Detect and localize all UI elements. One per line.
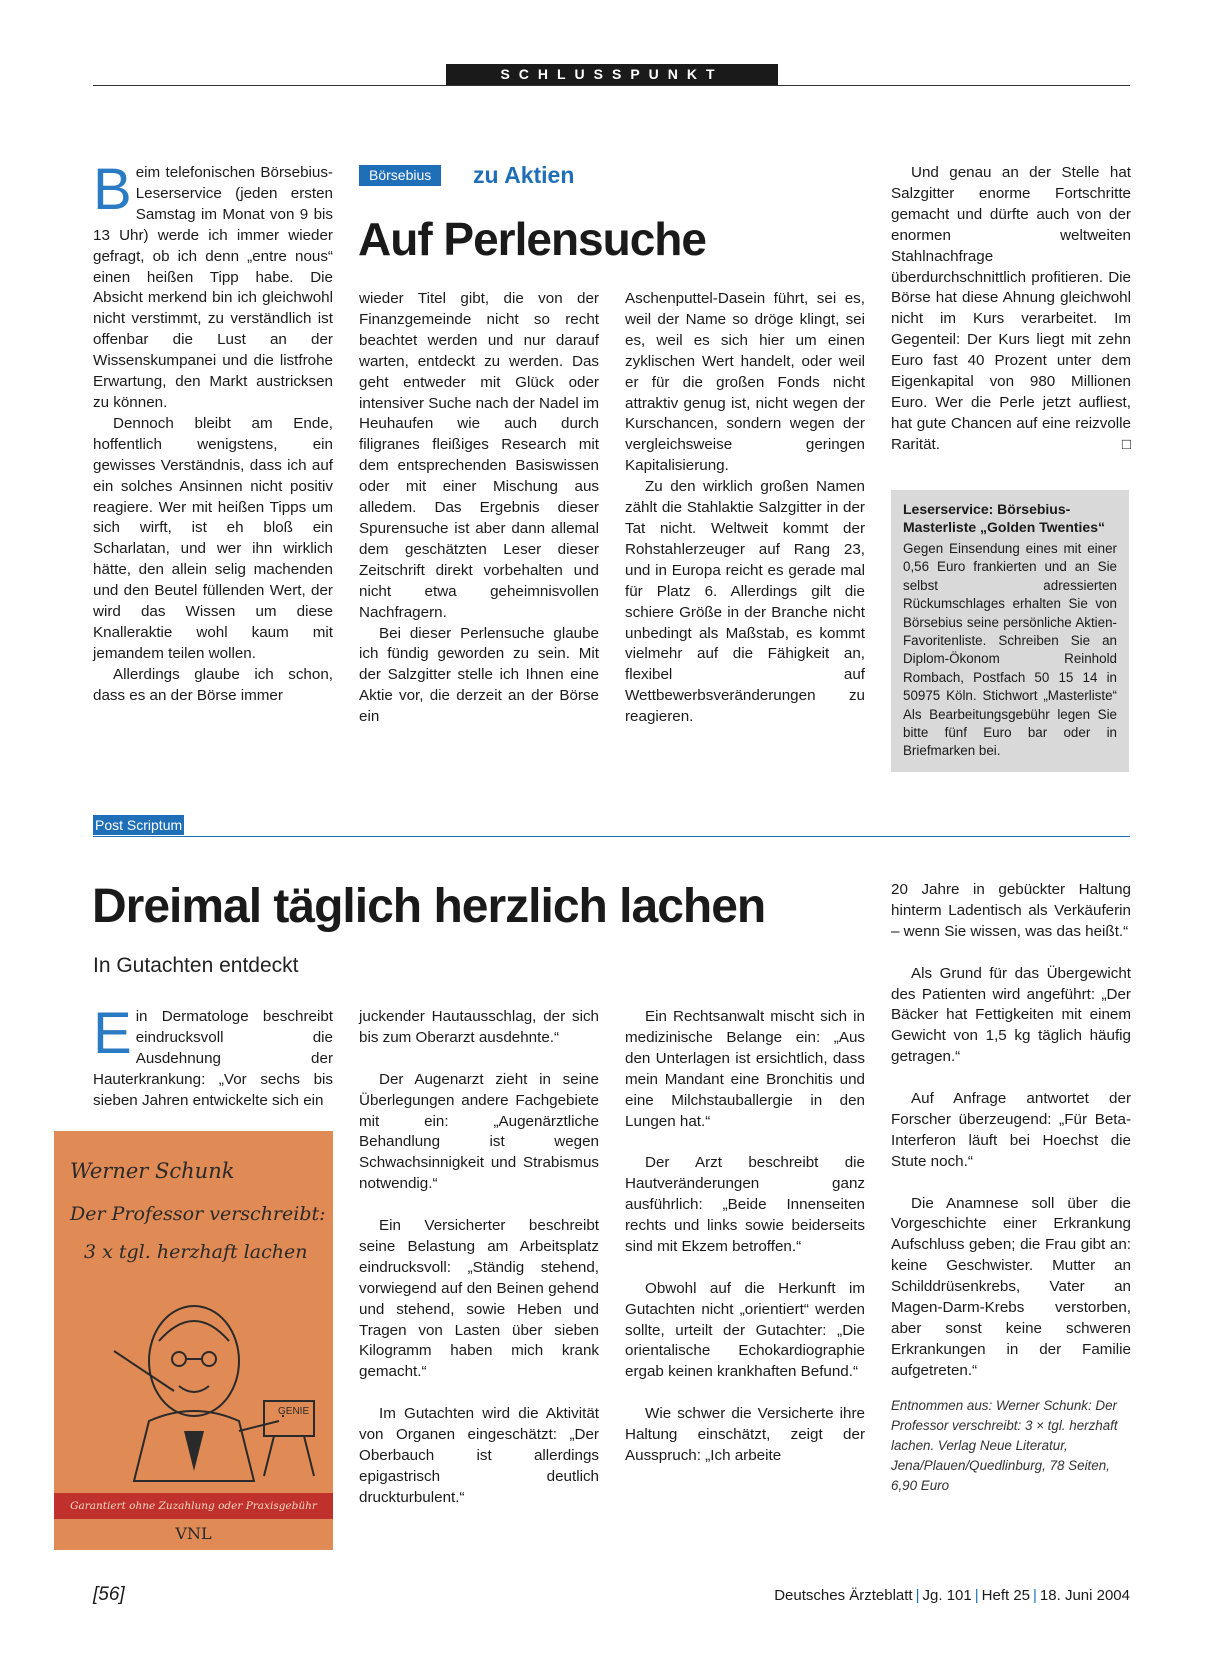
book-author: Werner Schunk <box>70 1159 235 1183</box>
book-cover-image <box>54 1131 333 1550</box>
paragraph: Im Gutachten wird die Aktivität von Organen eingeschätzt: „Der Oberbauch ist allerdings epigastrisch deutlich druckturbulent.“ <box>359 1405 599 1506</box>
issue: Heft 25 <box>981 1587 1031 1604</box>
issue-date: 18. Juni 2004 <box>1039 1587 1130 1604</box>
box-title: Leserservice: Börsebius-Masterliste „Golden Twenties“ <box>903 501 1106 535</box>
paragraph: wieder Titel gibt, die von der Finanzgemeinde nicht so recht beachtet werden und nur darauf warten, entdeckt zu werden. Das geht entweder mit Glück oder intensiver Suche nach der Nadel im Heuhaufen wie auch durch filigranes fleißiges Research mit dem entsprechenden Basiswissen oder mit einer Mischung aus alledem. Das Ergebnis dieser Spurensuche ist aber dann allemal dem geschätzten Leser dieser Zeitschrift direkt vorbehalten und nicht etwa geheimnisvollen Nachfragern. <box>359 290 599 621</box>
paragraph: Wie schwer die Versicherte ihre Haltung einschätzt, zeigt der Ausspruch: „Ich arbeite <box>625 1405 865 1464</box>
professor-caricature-icon <box>54 1281 333 1501</box>
boersebius-label: Börsebius <box>359 165 441 186</box>
article-kicker: zu Aktien <box>473 162 575 188</box>
paragraph: Obwohl auf die Herkunft im Gutachten nicht „orientiert“ werden sollte, urteilt der Gutachter: „Die orientalische Echokardiographie ergab keinen krankhaften Befund.“ <box>625 1279 865 1381</box>
paragraph: Ein Versicherter beschreibt seine Belastung am Arbeitsplatz eindrucksvoll: „Ständig stehend, vorwiegend auf den Beinen gehend und stehend, sowie Heben und Tragen von Lasten über sieben Kilogramm haben mich krank gemacht.“ <box>359 1217 599 1381</box>
book-title-line-2: 3 x tgl. herzhaft lachen <box>84 1241 308 1263</box>
paragraph <box>891 163 1131 456</box>
article-subtitle: In Gutachten entdeckt <box>93 954 299 977</box>
separator: | <box>974 1587 979 1604</box>
paragraph: Dennoch bleibt am Ende, hoffentlich wenigstens, ein gewisses Verständnis, dass ich auf ein solches Ansinnen nicht positiv reagiere. Wer mit heißen Tipps um sich wirft, ist eh bloß ein Scharlatan, und wer ihn wirklich hätte, den allein selig machenden und den Beutel füllenden Wert, der wird das Wissen um diese Knalleraktie wohl kaum mit jemandem teilen wollen. <box>93 414 333 662</box>
paragraph: Der Arzt beschreibt die Hautveränderungen ganz ausführlich: „Beide Innenseiten rechts und links sowie beiderseits sind mit Ekzem betroffen.“ <box>625 1154 865 1255</box>
paragraph: in Dermatologe beschreibt eindrucksvoll die Ausdehnung der Hauterkrankung: „Vor sechs bis sieben Jahren entwickelte sich ein <box>93 1008 333 1109</box>
journal-name: Deutsches Ärzteblatt <box>774 1587 913 1604</box>
article2-column-4 <box>891 880 1131 1496</box>
book-sign: GENIE <box>278 1406 310 1417</box>
drop-cap: B <box>93 157 132 222</box>
header-rule <box>93 85 1130 86</box>
paragraph: 20 Jahre in gebückter Haltung hinterm Ladentisch als Verkäuferin – wenn Sie wissen, was das heißt.“ <box>891 881 1131 940</box>
article1-column-1 <box>93 157 333 707</box>
post-scriptum-label: Post Scriptum <box>95 817 183 833</box>
paragraph: Der Augenarzt zieht in seine Überlegungen andere Fachgebiete mit ein: „Augenärztliche Behandlung ist wegen Schwachsinnigkeit und Strabismus notwendig.“ <box>359 1070 599 1193</box>
paragraph: Ein Rechtsanwalt mischt sich in medizinische Belange ein: „Aus den Unterlagen ist ersichtlich, dass mein Mandant eine Bronchitis und eine Milchstauballergie in den Lungen hat.“ <box>625 1008 865 1130</box>
paragraph: Aschenputtel-Dasein führt, sei es, weil der Name so dröge klingt, sei es, weil es sich hier um einen zyklischen Wert handelt, oder weil er für die großen Fonds nicht attraktiv genug ist, nicht wegen der Kurschancen, sondern wegen der vergleichsweise geringen Kapitalisierung. <box>625 290 865 475</box>
paragraph: Die Anamnese soll über die Vorgeschichte einer Erkrankung Aufschluss geben; die Frau gibt an: keine Geschwister. Mutter an Schilddrüsenkrebs, Vater an Magen-Darm-Krebs verstorben, aber sonst keine schweren Erkrankungen in der Familie aufgetreten.“ <box>891 1194 1131 1379</box>
box-text: Gegen Einsendung eines mit einer 0,56 Euro frankierten und an Sie selbst adressierten Rückumschlages erhalten Sie von Börsebius seine persönliche Aktien-Favoritenliste. Schreiben Sie an Diplom-Ökonom Reinhold Rombach, Postfach 50 15 14 in 50975 Köln. Stichwort „Masterliste“ Als Bearbeitungsgebühr legen Sie bitte fünf Euro bar oder in Briefmarken bei. <box>903 541 1117 759</box>
publisher-logo: VNL <box>175 1524 212 1543</box>
paragraph: Bei dieser Perlensuche glaube ich fündig geworden zu sein. Mit der Salzgitter stelle ich Ihnen eine Aktie vor, die derzeit an der Börse ein <box>359 624 599 726</box>
leserservice-box <box>891 490 1129 772</box>
article2-column-3 <box>625 1007 865 1467</box>
separator: | <box>915 1587 920 1604</box>
section-rule <box>93 836 1130 837</box>
drop-cap: E <box>93 1001 132 1066</box>
separator: | <box>1033 1587 1037 1604</box>
paragraph: Auf Anfrage antwortet der Forscher überzeugend: „Für Beta-Interferon läuft bei Hoechst die Stute noch.“ <box>891 1090 1131 1170</box>
volume: Jg. 101 <box>922 1587 972 1604</box>
article-title: Auf Perlensuche <box>358 213 706 265</box>
paragraph: Zu den wirklich großen Namen zählt die Stahlaktie Salzgitter in der Tat nicht. Weltweit kommt der Rohstahlerzeuger auf Rang 23, und in Europa reicht es gerade mal für Platz 6. Allerdings gilt die schiere Größe in der Branche nicht unbedingt als Maßstab, es kommt vielmehr auf die Fähigkeit an, flexibel auf Wettbewerbsveränderungen zu reagieren. <box>625 478 865 726</box>
book-title-line-1: Der Professor verschreibt: <box>70 1203 326 1225</box>
footer-citation <box>774 1585 1130 1607</box>
paragraph: eim telefonischen Börsebius-Leserservice (jeden ersten Samstag im Monat von 9 bis 13 Uhr) werde ich immer wieder gefragt, ob ich denn „entre nous“ einen heißen Tipp habe. Die Absicht merkend bin ich gleichwohl nicht verstimmt, zu verständlich ist offenbar die Lust an der Wissenskumpanei und die listfrohe Erwartung, den Markt austricksen zu können. <box>93 164 333 411</box>
section-header: SCHLUSSPUNKT <box>446 64 778 85</box>
article2-column-2 <box>359 1007 599 1509</box>
article1-column-3 <box>625 289 865 728</box>
book-banner: Garantiert ohne Zuzahlung oder Praxisgebühr <box>54 1493 333 1519</box>
paragraph: juckender Hautausschlag, der sich bis zum Oberarzt ausdehnte.“ <box>359 1008 599 1046</box>
article1-column-2 <box>359 289 599 728</box>
end-mark-icon: □ <box>1121 435 1131 453</box>
paragraph: Allerdings glaube ich schon, dass es an der Börse immer <box>93 665 333 704</box>
article2-column-1 <box>93 1001 333 1112</box>
article1-column-4 <box>891 163 1131 456</box>
paragraph-text: Und genau an der Stelle hat Salzgitter enorme Fortschritte gemacht und dürfte auch von der enormen weltweiten Stahlnachfrage überdurchschnittlich profitieren. Die Börse hat diese Ahnung gleichwohl nicht im Kurs verarbeitet. Im Gegenteil: Der Kurs liegt mit zehn Euro fast 40 Prozent unter dem Eigenkapital von 980 Millionen Euro. Wer die Perle jetzt aufliest, hat gute Chancen auf eine reizvolle Rarität. <box>891 164 1131 453</box>
article-title: Dreimal täglich herzlich lachen <box>92 880 766 933</box>
paragraph: Als Grund für das Übergewicht des Patienten wird angeführt: „Der Bäcker hat Fettigkeiten mit einem Gewicht von 1,5 kg täglich häufig getragen.“ <box>891 964 1131 1066</box>
source-caption: Entnommen aus: Werner Schunk: Der Professor verschreibt: 3 × tgl. herzhaft lachen. Verlag Neue Literatur, Jena/Plauen/Quedlinburg, 78 Seiten, 6,90 Euro <box>891 1397 1118 1493</box>
page-number: [56] <box>93 1584 125 1605</box>
